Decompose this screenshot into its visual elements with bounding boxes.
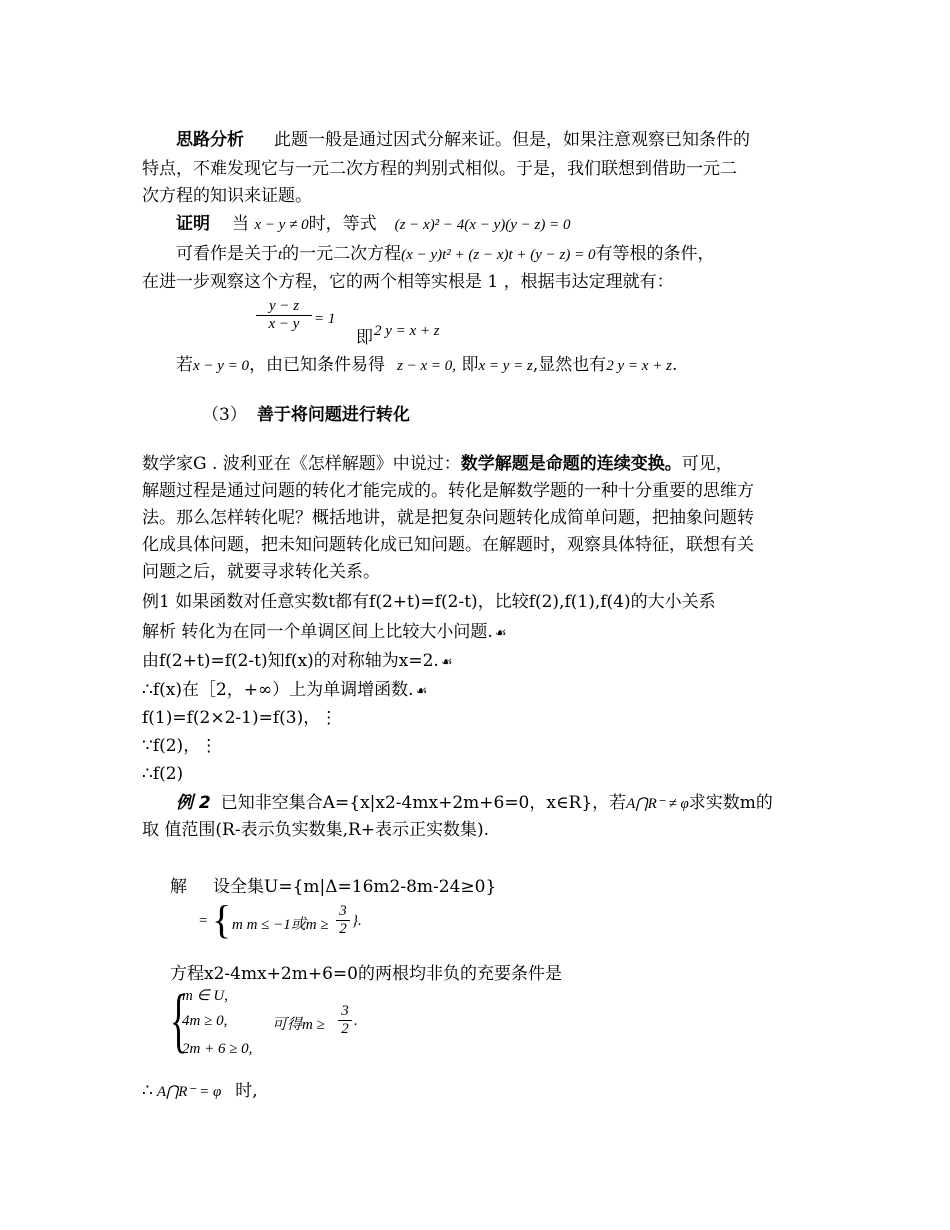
proof-label: 证明: [176, 214, 210, 234]
ex1-line-7: ∴f(2): [142, 764, 184, 784]
sys-frac-num: 3: [338, 1003, 352, 1021]
ex1-line-4: [142, 677, 427, 705]
set-frac-num: 3: [336, 903, 350, 921]
l5-eq1: x − y = 0: [193, 358, 250, 374]
body-p1-a: 数学家G . 波利亚在《怎样解题》中说过：: [142, 454, 461, 474]
set-fraction: [336, 903, 350, 938]
proof-l2-post: 有等根的条件，: [595, 244, 715, 264]
system-line-1: m ∈ U,: [182, 988, 228, 1004]
proof-mid: 时，等式: [308, 214, 377, 234]
final-math: A⋂R⁻ = φ: [156, 1084, 222, 1100]
proof-equation: (z − x)² − 4(x − y)(y − z) = 0: [394, 217, 571, 233]
proof-line-1: [176, 211, 570, 238]
result-equation: 2 y = x + z: [374, 323, 440, 339]
ex2-label: 例 2: [176, 793, 211, 813]
proof-line-2: [176, 241, 715, 268]
analysis-line-1: [176, 127, 750, 153]
l5-eq3: x = y = z: [478, 358, 533, 374]
section-heading: [202, 402, 410, 428]
system-result: 可得m ≥: [272, 1017, 325, 1033]
body-line-2: 解题过程是通过问题的转化才能完成的。转化是解数学题的一种十分重要的思维方: [142, 481, 754, 501]
proof-fraction: [256, 298, 312, 333]
therefore-symbol: ∴: [142, 1081, 153, 1101]
ex2-l1-b: 求实数m的: [688, 793, 773, 813]
set-equals: =: [198, 913, 209, 929]
left-brace: {: [212, 897, 232, 942]
proof-l2-pre: 可看作是关于: [176, 244, 278, 264]
solution-label: 解: [170, 877, 187, 897]
pointing-hand-icon: ☙: [440, 655, 453, 670]
ex1-line-3: [142, 648, 453, 676]
fraction-denominator: x − y: [268, 316, 300, 332]
proof-line-5: [176, 352, 677, 379]
pointing-hand-icon: ☙: [415, 684, 428, 699]
ex1-l4-text: ∴f(x)在［2，+∞）上为单调增函数.: [142, 680, 414, 700]
body-line-5: 问题之后，就要寻求转化关系。: [142, 562, 380, 582]
fraction-numerator: y − z: [256, 298, 312, 316]
fraction-equals: = 1: [314, 311, 336, 327]
body-p1-b: 可见，: [681, 454, 733, 474]
proof-when: 当: [232, 214, 249, 234]
proof-l2-mid: 的一元二次方程: [282, 244, 402, 264]
analysis-line-3: 次方程的知识来证题。: [142, 186, 312, 206]
set-frac-den: 2: [339, 921, 347, 937]
ex1-line-5: f(1)=f(2×2-1)=f(3)，⋮: [142, 708, 338, 728]
system-end: .: [354, 1013, 358, 1029]
proof-line-3: 在进一步观察这个方程，它的两个相等实根是 1 ，根据韦达定理就有：: [142, 272, 674, 292]
ex2-line-1: [176, 790, 773, 817]
ex2-condition-title: 方程x2-4mx+2m+6=0的两根均非负的充要条件是: [170, 964, 562, 984]
l5-b: ，由已知条件易得: [249, 355, 386, 375]
l5-e: .: [671, 355, 678, 375]
body-p1-bold: 数学解题是命题的连续变换。: [460, 454, 682, 474]
ex2-l1-a: 已知非空集合A={x|x2-4mx+2m+6=0，x∈R}，若: [220, 793, 627, 813]
set-body: m m ≤ −1或m ≥: [232, 917, 329, 933]
solution-universal-set: 设全集U={m|Δ=16m2-8m-24≥0}: [213, 877, 497, 897]
system-fraction: [338, 1003, 352, 1038]
body-line-1: [142, 451, 733, 477]
ex1-line-1: 例1 如果函数对任意实数t都有f(2+t)=f(2-t)，比较f(2),f(1),f(4)的大小关系: [142, 592, 716, 612]
set-end: }.: [352, 913, 362, 929]
l5-c: 即: [461, 355, 479, 375]
ex2-line-2: 取 值范围(R-表示负实数集,R+表示正实数集).: [142, 820, 490, 840]
proof-equation-2: (x − y)t² + (z − x)t + (y − z) = 0: [401, 247, 596, 263]
proof-condition: x − y ≠ 0: [254, 217, 309, 233]
section-number: （3）: [202, 405, 247, 425]
section-title: 善于将问题进行转化: [256, 405, 410, 425]
sys-frac-den: 2: [341, 1021, 349, 1037]
system-brace: {: [170, 980, 188, 1060]
l5-eq2: z − x = 0,: [397, 358, 457, 374]
ex1-line-2: [142, 619, 506, 647]
ex2-l1-math: A⋂R⁻ ≠ φ: [626, 796, 689, 812]
l5-eq4: 2 y = x + z: [606, 358, 672, 374]
pointing-hand-icon: ☙: [494, 626, 507, 641]
ex1-l3-text: 由f(2+t)=f(2-t)知f(x)的对称轴为x=2.: [142, 651, 439, 671]
final-text: 时,: [235, 1081, 258, 1101]
body-line-3: 法。那么怎样转化呢？概括地讲，就是把复杂问题转化成简单问题，把抽象问题转: [142, 508, 754, 528]
final-line: [142, 1078, 258, 1105]
system-line-2: 4m ≥ 0,: [182, 1013, 228, 1029]
analysis-text-1: 此题一般是通过因式分解来证。但是，如果注意观察已知条件的: [274, 130, 750, 150]
l5-a: 若: [176, 355, 193, 375]
ji-word: 即: [356, 328, 373, 348]
analysis-line-2: 特点，不难发现它与一元二次方程的判别式相似。于是，我们联想到借助一元二: [142, 159, 737, 179]
proof-var-t: t: [278, 247, 283, 263]
ex1-l2-text: 解析 转化为在同一个单调区间上比较大小问题.: [142, 622, 493, 642]
ex1-line-6: ∵f(2)，⋮: [142, 736, 218, 756]
body-line-4: 化成具体问题，把未知问题转化成已知问题。在解题时，观察具体特征，联想有关: [142, 535, 754, 555]
analysis-label: 思路分析: [176, 130, 244, 150]
l5-d: ,显然也有: [532, 355, 607, 375]
system-line-3: 2m + 6 ≥ 0,: [182, 1041, 253, 1057]
